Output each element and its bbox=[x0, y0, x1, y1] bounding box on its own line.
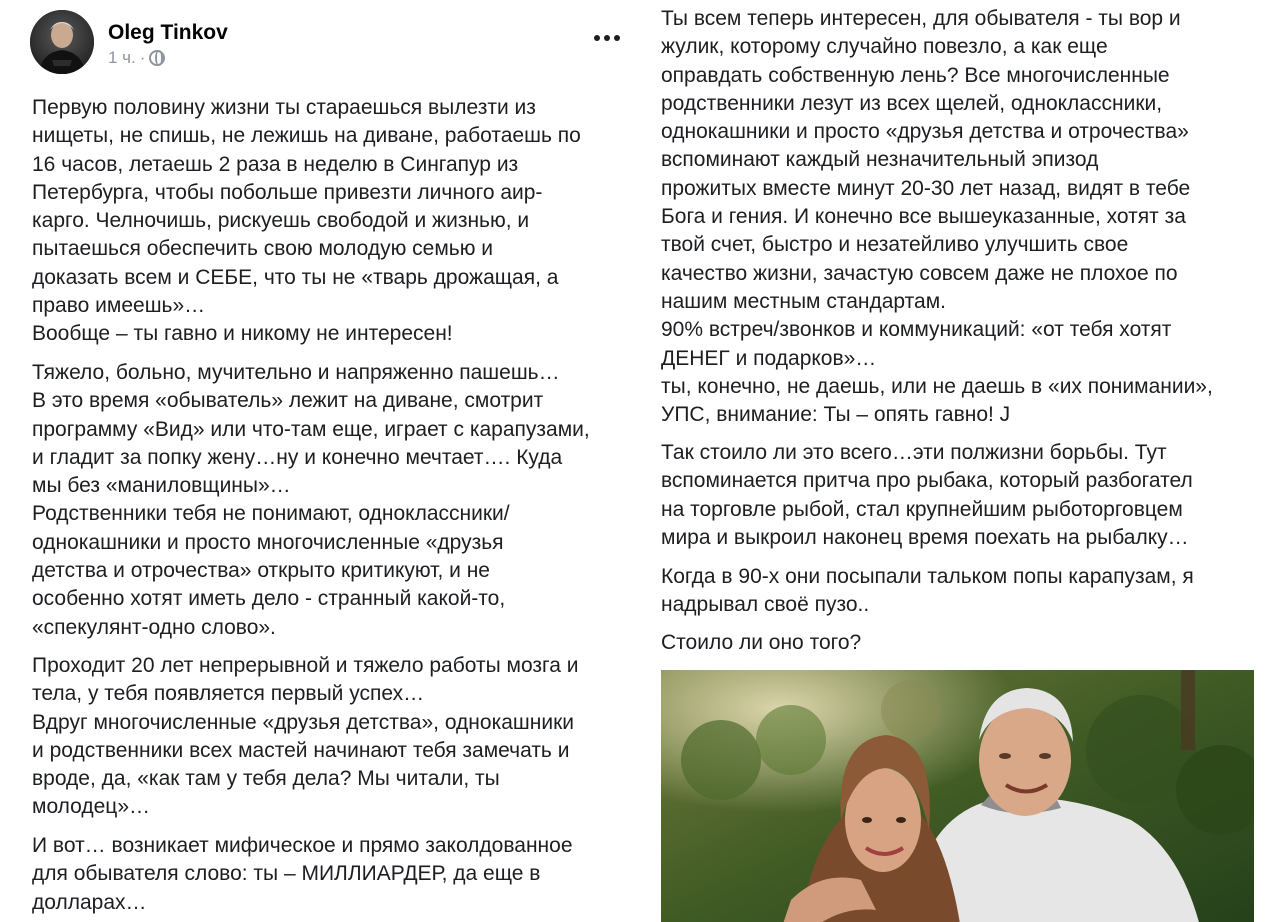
post-paragraph bbox=[661, 5, 1213, 429]
text-line: Первую половину жизни ты стараешься вылезти из bbox=[32, 96, 536, 119]
post-column-right bbox=[640, 0, 1278, 922]
text-line: нашим местным стандартам. bbox=[661, 289, 946, 313]
text-line: родственники лезут из всех щелей, одноклассники, bbox=[661, 91, 1163, 115]
post-paragraph bbox=[661, 439, 1193, 552]
text-line: Стоило ли оно того? bbox=[661, 631, 862, 654]
text-line: Вообще – ты гавно и никому не интересен! bbox=[32, 322, 453, 346]
text-line: Вдруг многочисленные «друзья детства», однокашники bbox=[32, 710, 575, 734]
post-paragraph bbox=[661, 563, 1194, 620]
text-line: 16 часов, летаешь 2 раза в неделю в Сингапур из bbox=[32, 152, 519, 176]
text-line: УПС, внимание: Ты – опять гавно! J bbox=[661, 403, 1011, 427]
text-line: И вот… возникает мифическое и прямо заколдованное bbox=[32, 834, 573, 857]
text-line: право имеешь»… bbox=[32, 294, 206, 318]
post-paragraph bbox=[32, 652, 578, 822]
text-line: Петербурга, чтобы побольше привезти личного аир- bbox=[32, 180, 543, 204]
text-line: вроде, да, «как там у тебя дела? Мы читали, ты bbox=[32, 767, 500, 791]
text-line: Ты всем теперь интересен, для обывателя - ты вор и bbox=[661, 7, 1181, 30]
text-line: нищеты, не спишь, не лежишь на диване, работаешь по bbox=[32, 124, 581, 148]
text-line: Тяжело, больно, мучительно и напряженно пашешь… bbox=[32, 361, 560, 384]
text-line: карго. Челночишь, рискуешь свободой и жизнью, и bbox=[32, 209, 530, 233]
text-line: надрывал своё пузо.. bbox=[661, 593, 870, 617]
text-line: мы без «маниловщины»… bbox=[32, 474, 291, 498]
more-options-icon[interactable] bbox=[592, 28, 622, 48]
post-paragraph bbox=[661, 629, 861, 657]
text-line: «спекулянт-одно слово». bbox=[32, 615, 276, 639]
text-line: ДЕНЕГ и подарков»… bbox=[661, 346, 877, 370]
text-line: доказать всем и СЕБЕ, что ты не «тварь дрожащая, а bbox=[32, 265, 559, 289]
text-line: детства и отрочества» открыто критикуют, и не bbox=[32, 559, 490, 583]
text-line: тела, у тебя появляется первый успех… bbox=[32, 682, 425, 706]
text-line: прожитых вместе минут 20-30 лет назад, видят в тебе bbox=[661, 176, 1191, 200]
text-line: 90% встреч/звонков и коммуникаций: «от тебя хотят bbox=[661, 318, 1172, 342]
post-paragraph bbox=[32, 832, 573, 917]
text-line: для обывателя слово: ты – МИЛЛИАРДЕР, да еще в bbox=[32, 862, 541, 886]
text-line: Когда в 90-х они посыпали тальком попы карапузам, я bbox=[661, 565, 1194, 588]
text-line: особенно хотят иметь дело - странный какой-то, bbox=[32, 587, 506, 611]
text-line: вспоминается притча про рыбака, который разбогател bbox=[661, 469, 1193, 493]
text-line: Так стоило ли это всего…эти полжизни борьбы. Тут bbox=[661, 441, 1167, 464]
post-header bbox=[30, 10, 630, 80]
text-line: молодец»… bbox=[32, 795, 151, 819]
text-line: мира и выкроил наконец время поехать на рыбалку… bbox=[661, 525, 1189, 549]
post-paragraph bbox=[32, 359, 590, 642]
text-line: жулик, которому случайно повезло, а как еще bbox=[661, 35, 1108, 59]
text-line: и родственники всех мастей начинают тебя замечать и bbox=[32, 738, 570, 762]
text-line: Родственники тебя не понимают, одноклассники/ bbox=[32, 502, 510, 526]
text-line: программу «Вид» или что-там еще, играет с карапузами, bbox=[32, 417, 590, 441]
text-line: долларах… bbox=[32, 890, 147, 914]
text-line: на торговле рыбой, стал крупнейшим рыботорговцем bbox=[661, 497, 1183, 521]
text-line: ты, конечно, не даешь, или не даешь в «их понимании», bbox=[661, 374, 1213, 398]
author-name[interactable]: Oleg Tinkov bbox=[108, 21, 228, 44]
avatar[interactable] bbox=[30, 10, 94, 74]
text-line: В это время «обыватель» лежит на диване, смотрит bbox=[32, 389, 544, 413]
text-line: однокашники и просто «друзья детства и отрочества» bbox=[661, 120, 1189, 144]
text-line: пытаешься обеспечить свою молодую семью и bbox=[32, 237, 494, 261]
meta-separator: · bbox=[139, 48, 146, 67]
text-line: качество жизни, зачастую совсем даже не плохое по bbox=[661, 261, 1178, 285]
text-line: Проходит 20 лет непрерывной и тяжело работы мозга и bbox=[32, 654, 579, 677]
text-line: однокашники и просто многочисленные «друзья bbox=[32, 530, 504, 554]
post-meta bbox=[108, 48, 165, 68]
post-timestamp[interactable]: 1 ч. bbox=[108, 48, 136, 67]
post-photo[interactable] bbox=[661, 670, 1254, 922]
text-line: вспоминают каждый незначительный эпизод bbox=[661, 148, 1099, 172]
text-line: твой счет, быстро и незатейливо улучшить свое bbox=[661, 233, 1129, 257]
text-line: оправдать собственную лень? Все многочисленные bbox=[661, 63, 1170, 87]
text-line: и гладит за попку жену…ну и конечно мечтает…. Куда bbox=[32, 445, 563, 469]
globe-icon bbox=[149, 50, 165, 66]
post-paragraph bbox=[32, 94, 581, 349]
text-line: Бога и гения. И конечно все вышеуказанные, хотят за bbox=[661, 205, 1186, 229]
